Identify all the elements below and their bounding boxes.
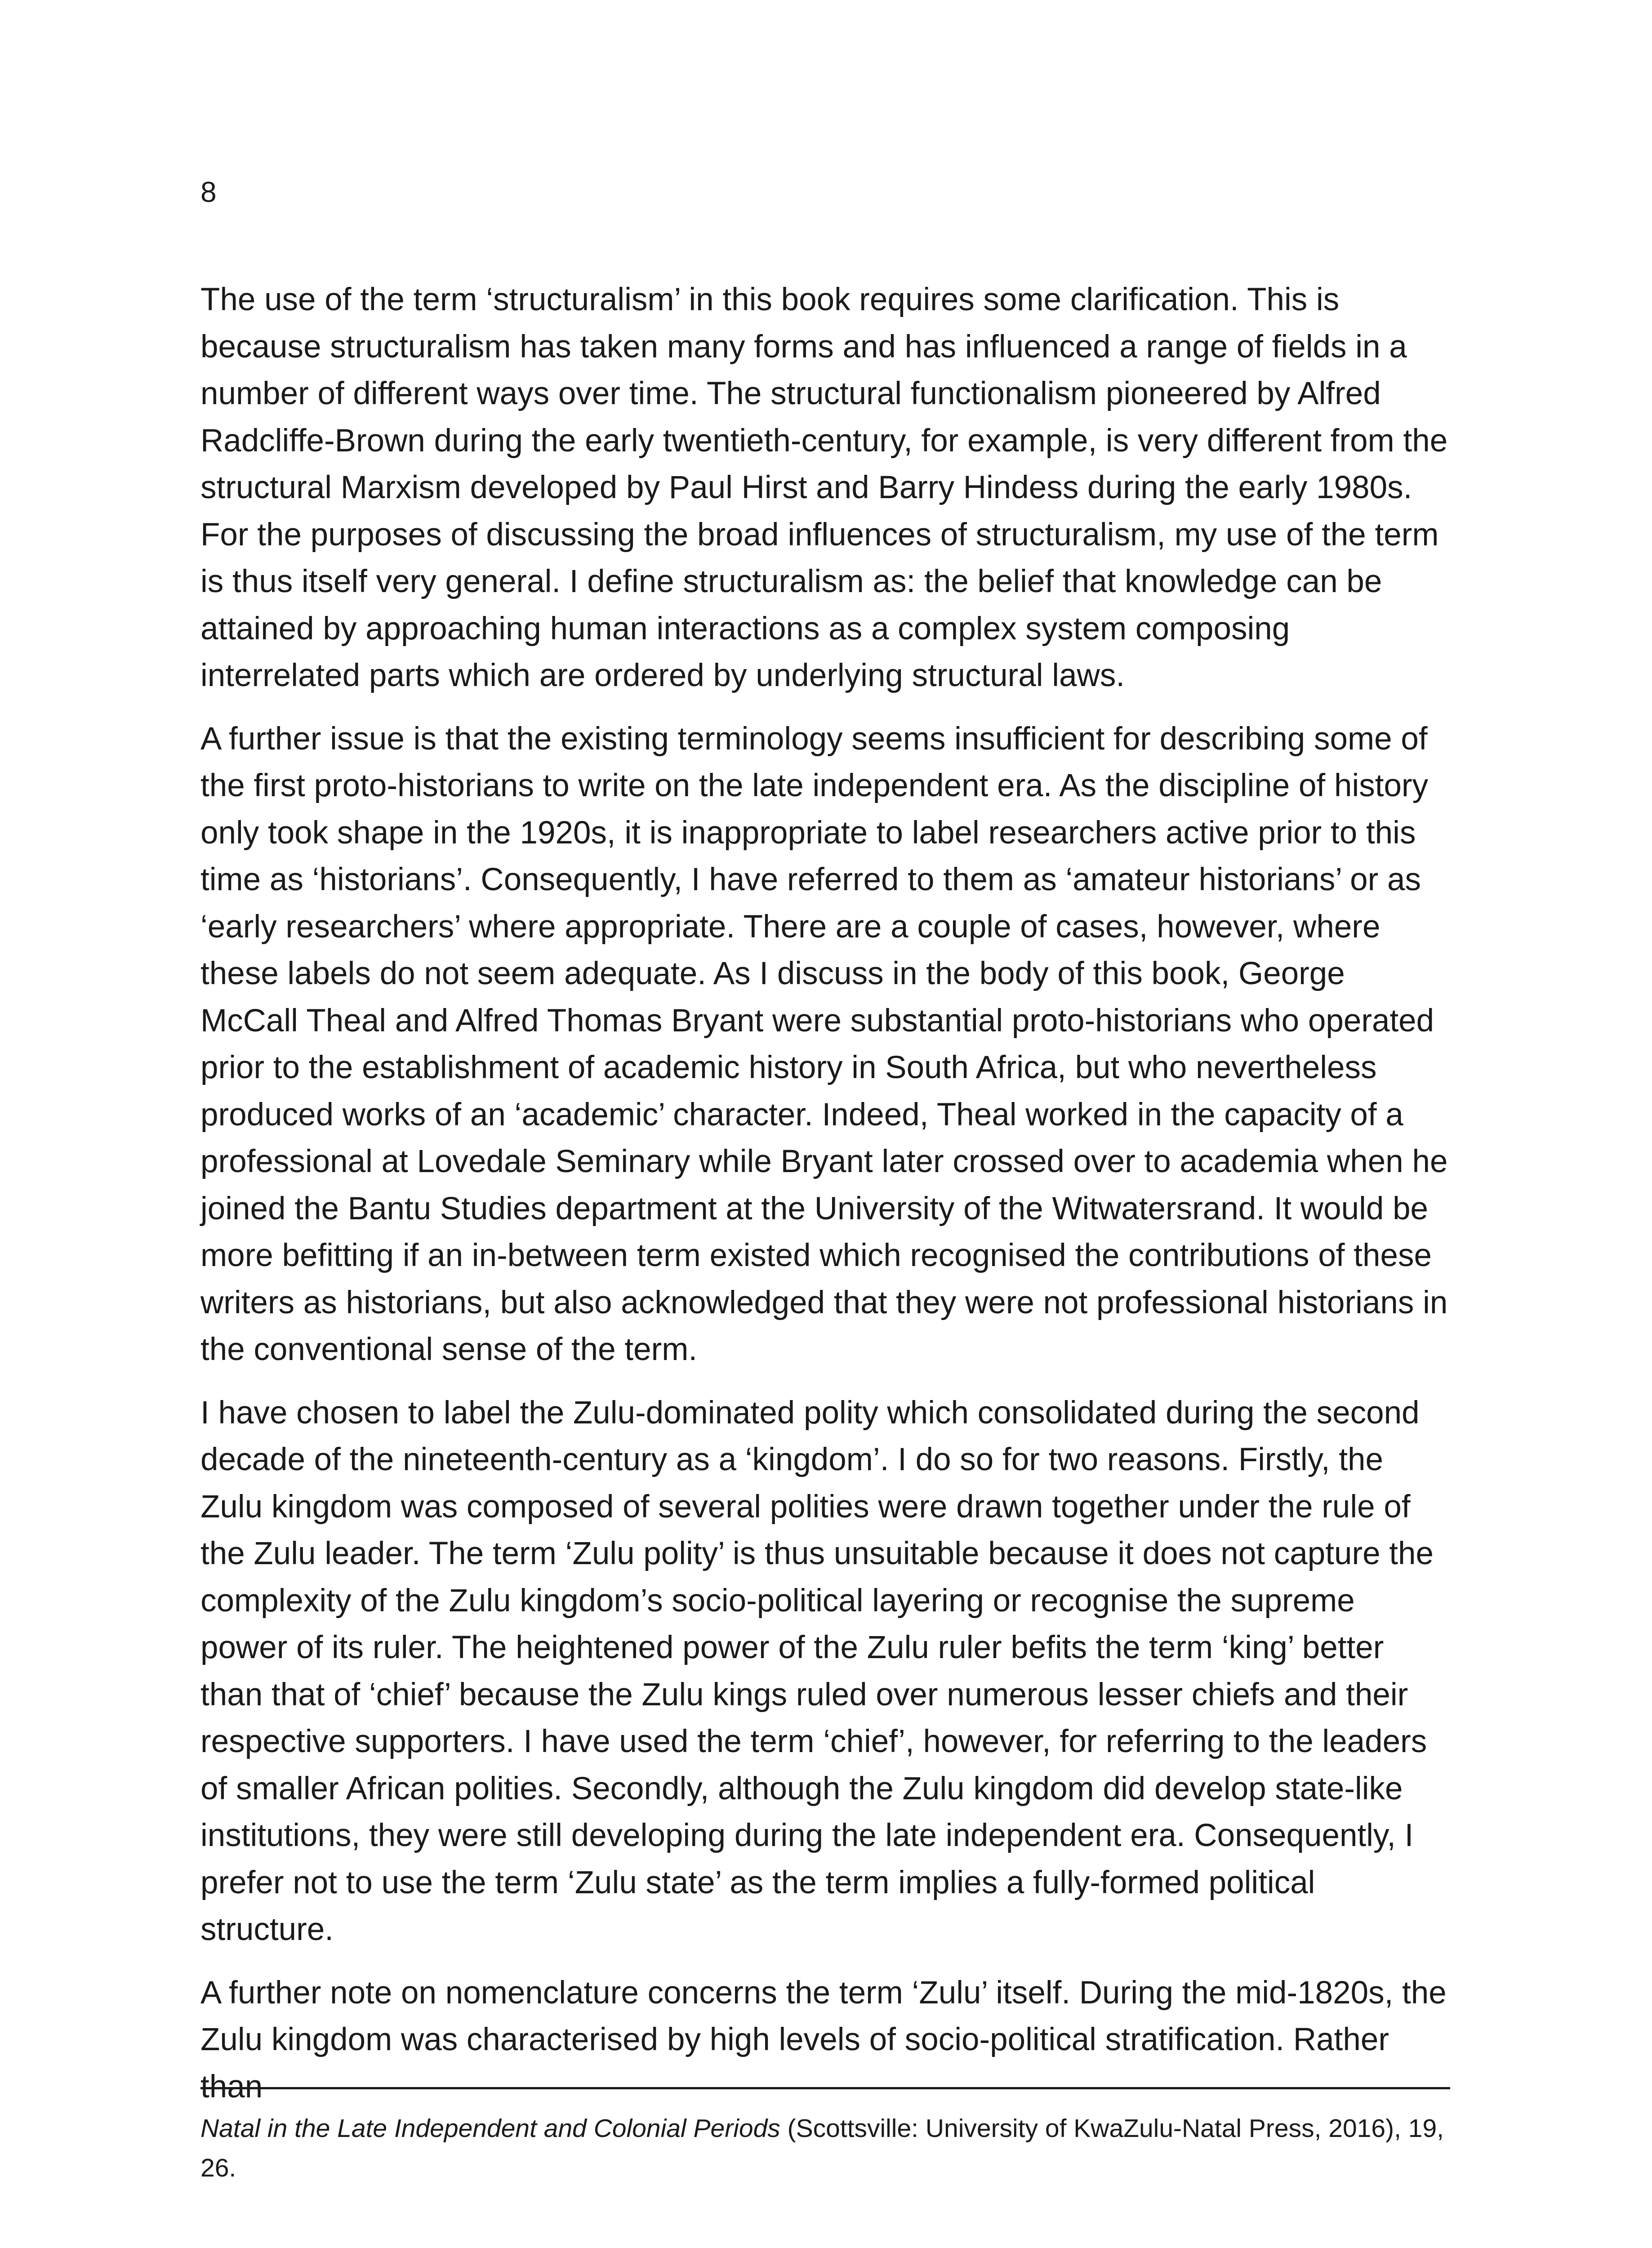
page-number: 8	[200, 176, 217, 208]
footnote-book-title: Natal in the Late Independent and Colonial Periods	[200, 2114, 780, 2143]
paragraph-nomenclature: A further note on nomenclature concerns the term ‘Zulu’ itself. During the mid-1820s, the Zulu kingdom was characterised by high levels of socio-political stratification. Rather than	[200, 1975, 1447, 2105]
footnote-divider	[200, 2087, 1450, 2089]
paragraph-kingdom: I have chosen to label the Zulu-dominated polity which consolidated during the second decade of the nineteenth-century as a ‘kingdom’. I do so for two reasons. Firstly, the Zulu kingdom was composed of several polities were drawn together under the rule of the Zulu leader. The term ‘Zulu polity’ is thus unsuitable because it does not capture the complexity of the Zulu kingdom’s socio-political layering or recognise the supreme power of its ruler. The heightened power of the Zulu ruler befits the term ‘king’ better than that of ‘chief’ because the Zulu kings ruled over numerous lesser chiefs and their respective supporters. I have used the term ‘chief’, however, for referring to the leaders of smaller African polities. Secondly, although the Zulu kingdom did develop state-like institutions, they were still developing during the late independent era. Consequently, I prefer not to use the term ‘Zulu state’ as the term implies a fully-formed political structure.	[200, 1395, 1434, 1947]
footnote-citation: (Scottsville: University of KwaZulu-Natal Press, 2016), 19, 26.	[200, 2114, 1444, 2182]
paragraph-structuralism: The use of the term ‘structuralism’ in this book requires some clarification. This is because structuralism has taken many forms and has influenced a range of fields in a number of different ways over time. The structural functionalism pioneered by Alfred Radcliffe-Brown during the early twentieth-century, for example, is very different from the structural Marxism developed by Paul Hirst and Barry Hindess during the early 1980s. For the purposes of discussing the broad influences of structuralism, my use of the term is thus itself very general. I define structuralism as: the belief that knowledge can be attained by approaching human interactions as a complex system composing interrelated parts which are ordered by underlying structural laws.	[200, 282, 1448, 693]
body-text	[200, 277, 1450, 2127]
paragraph-terminology: A further issue is that the existing terminology seems insufficient for describing some of the first proto-historians to write on the late independent era. As the discipline of history only took shape in the 1920s, it is inappropriate to label researchers active prior to this time as ‘historians’. Consequently, I have referred to them as ‘amateur historians’ or as ‘early researchers’ where appropriate. There are a couple of cases, however, where these labels do not seem adequate. As I discuss in the body of this book, George McCall Theal and Alfred Thomas Bryant were substantial proto-historians who operated prior to the establishment of academic history in South Africa, but who nevertheless produced works of an ‘academic’ character. Indeed, Theal worked in the capacity of a professional at Lovedale Seminary while Bryant later crossed over to academia when he joined the Bantu Studies department at the University of the Witwatersrand. It would be more befitting if an in-between term existed which recognised the contributions of these writers as historians, but also acknowledged that they were not professional historians in the conventional sense of the term.	[200, 721, 1448, 1367]
footnote	[200, 2109, 1450, 2188]
